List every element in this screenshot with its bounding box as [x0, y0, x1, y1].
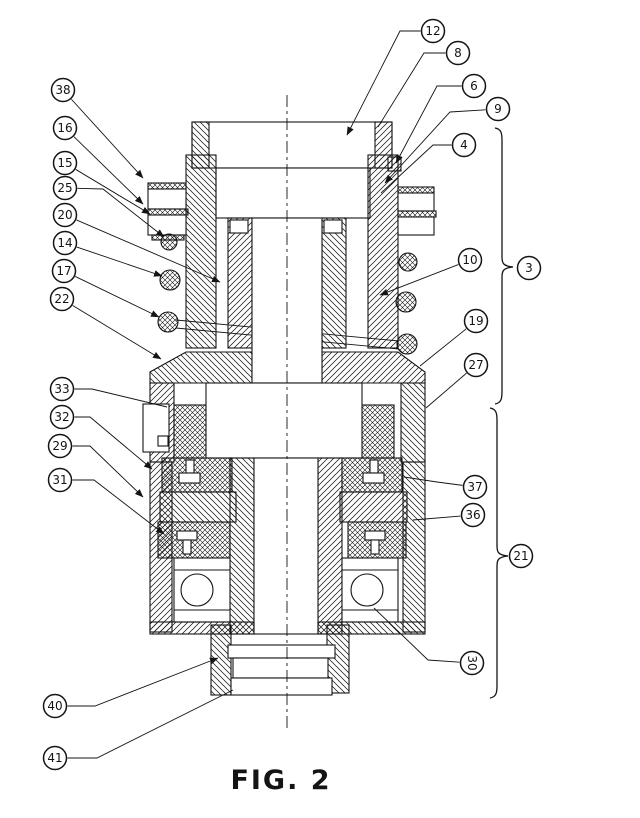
callout-number-33: 33: [54, 382, 70, 396]
callout-number-22: 22: [54, 292, 70, 306]
callout-number-15: 15: [57, 156, 73, 170]
callout-number-32: 32: [54, 410, 70, 424]
callout-27: [426, 354, 488, 409]
callout-12: [347, 20, 445, 136]
brace-21: [490, 408, 508, 698]
leader-line-17: [75, 276, 159, 317]
brace-3: [495, 128, 513, 404]
callout-number-41: 41: [47, 751, 63, 765]
lower-shaft-columns: [230, 458, 342, 634]
leader-line-38: [71, 99, 143, 178]
callout-number-20: 20: [57, 208, 73, 222]
leader-line-22: [73, 305, 161, 359]
callout-number-30: 30: [465, 655, 479, 671]
callout-9: [385, 98, 510, 184]
leader-line-27: [426, 373, 467, 408]
bearing-ball-left: [181, 574, 213, 606]
callout-number-17: 17: [56, 264, 72, 278]
leader-line-40: [68, 658, 219, 706]
callout-31: [49, 469, 165, 535]
top-cap: [192, 122, 392, 218]
callout-number-3: 3: [525, 261, 533, 275]
callout-number-25: 25: [57, 181, 73, 195]
leader-line-6: [396, 86, 462, 163]
brace-group-3: [495, 128, 541, 404]
leader-line-15: [76, 169, 150, 214]
callout-22: [51, 288, 162, 360]
leader-line-19: [420, 329, 466, 366]
mid-housing: [143, 383, 425, 462]
callout-number-19: 19: [468, 314, 484, 328]
callout-number-21: 21: [513, 549, 529, 563]
callout-8: [378, 42, 470, 128]
callout-number-6: 6: [470, 79, 478, 93]
bearing-ball-right: [351, 574, 383, 606]
figure-caption: FIG. 2: [230, 765, 332, 796]
valve-cross-section: [143, 95, 436, 730]
leader-line-12: [347, 31, 421, 135]
fittings-left: [148, 183, 188, 240]
callout-number-36: 36: [465, 508, 481, 522]
callout-number-37: 37: [467, 480, 483, 494]
callout-number-38: 38: [55, 83, 71, 97]
callout-number-16: 16: [57, 121, 73, 135]
leader-line-32: [75, 417, 153, 469]
callout-40: [44, 658, 219, 718]
callout-41: [44, 690, 234, 770]
callout-number-31: 31: [52, 473, 68, 487]
callout-number-9: 9: [494, 102, 502, 116]
output-shaft: [211, 625, 349, 695]
callout-number-8: 8: [454, 46, 462, 60]
leader-line-16: [74, 137, 143, 204]
leader-line-29: [73, 446, 144, 497]
callout-number-29: 29: [52, 439, 68, 453]
callout-number-27: 27: [468, 358, 484, 372]
leader-line-41: [68, 690, 234, 758]
callout-number-4: 4: [460, 138, 468, 152]
callout-number-40: 40: [47, 699, 63, 713]
callout-number-12: 12: [425, 24, 441, 38]
brace-group-21: [490, 408, 533, 698]
fittings-right: [398, 187, 436, 235]
callout-number-10: 10: [462, 253, 478, 267]
callout-number-14: 14: [57, 236, 73, 250]
